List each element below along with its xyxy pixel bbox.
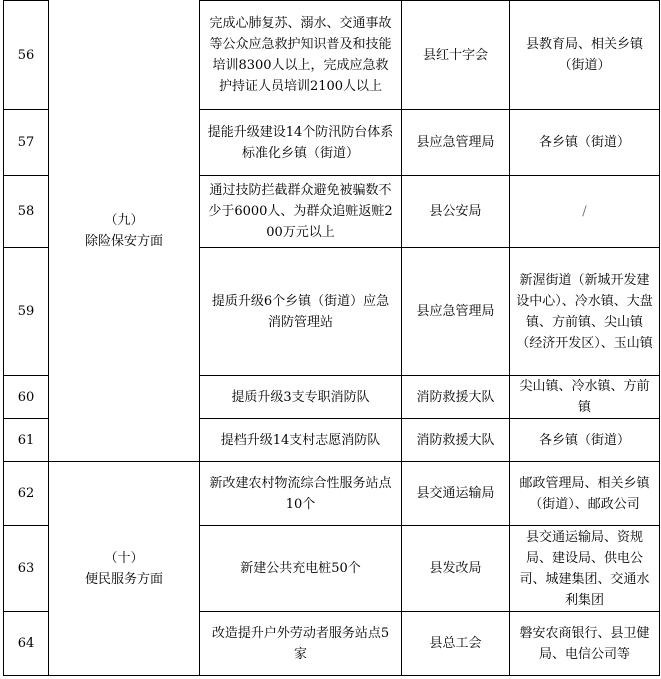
lead-unit-cell: 消防救援大队	[402, 376, 510, 419]
assist-unit-cell: 各乡镇（街道）	[510, 419, 660, 462]
task-cell: 提能升级建设14个防汛防台体系标准化乡镇（街道）	[200, 110, 402, 176]
category-title: 便民服务方面	[84, 571, 163, 587]
task-cell: 提质升级3支专职消防队	[200, 376, 402, 419]
row-number: 61	[4, 419, 49, 462]
category-cell-safety	[49, 1, 200, 462]
assist-unit-cell: 县教育局、相关乡镇（街道）	[510, 1, 660, 110]
row-number: 56	[4, 1, 49, 110]
table-row	[4, 462, 660, 526]
task-cell: 新建公共充电桩50个	[200, 526, 402, 612]
row-number: 63	[4, 526, 49, 612]
category-cell-service	[49, 462, 200, 676]
lead-unit-cell: 县应急管理局	[402, 248, 510, 376]
row-number: 57	[4, 110, 49, 176]
lead-unit-cell: 县红十字会	[402, 1, 510, 110]
row-number: 60	[4, 376, 49, 419]
lead-unit-cell: 消防救援大队	[402, 419, 510, 462]
assist-unit-cell: 县交通运输局、资规局、建设局、供电公司、城建集团、交通水利集团	[510, 526, 660, 612]
category-number: （九）	[104, 212, 144, 228]
lead-unit-cell: 县发改局	[402, 526, 510, 612]
category-number: （十）	[104, 550, 144, 566]
row-number: 62	[4, 462, 49, 526]
assist-unit-cell: 邮政管理局、相关乡镇（街道）、邮政公司	[510, 462, 660, 526]
task-cell: 通过技防拦截群众避免被骗数不少于6000人、为群众追赃返赃200万元以上	[200, 176, 402, 248]
task-cell: 完成心肺复苏、溺水、交通事故等公众应急救护知识普及和技能培训8300人以上，完成应急救护持证人员培训2100人以上	[200, 1, 402, 110]
assist-unit-cell: 各乡镇（街道）	[510, 110, 660, 176]
task-cell: 提档升级14支村志愿消防队	[200, 419, 402, 462]
project-table	[3, 0, 660, 676]
task-cell: 提质升级6个乡镇（街道）应急消防管理站	[200, 248, 402, 376]
lead-unit-cell: 县应急管理局	[402, 110, 510, 176]
assist-unit-cell: 尖山镇、冷水镇、方前镇	[510, 376, 660, 419]
assist-unit-cell: /	[510, 176, 660, 248]
lead-unit-cell: 县总工会	[402, 612, 510, 676]
lead-unit-cell: 县交通运输局	[402, 462, 510, 526]
assist-unit-cell: 新渥街道（新城开发建设中心）、冷水镇、大盘镇、方前镇、尖山镇（经济开发区）、玉山镇	[510, 248, 660, 376]
table-row	[4, 1, 660, 110]
lead-unit-cell: 县公安局	[402, 176, 510, 248]
row-number: 64	[4, 612, 49, 676]
task-cell: 改造提升户外劳动者服务站点5家	[200, 612, 402, 676]
assist-unit-cell: 磐安农商银行、县卫健局、电信公司等	[510, 612, 660, 676]
task-cell: 新改建农村物流综合性服务站点10个	[200, 462, 402, 526]
category-title: 除险保安方面	[84, 233, 163, 249]
row-number: 58	[4, 176, 49, 248]
row-number: 59	[4, 248, 49, 376]
